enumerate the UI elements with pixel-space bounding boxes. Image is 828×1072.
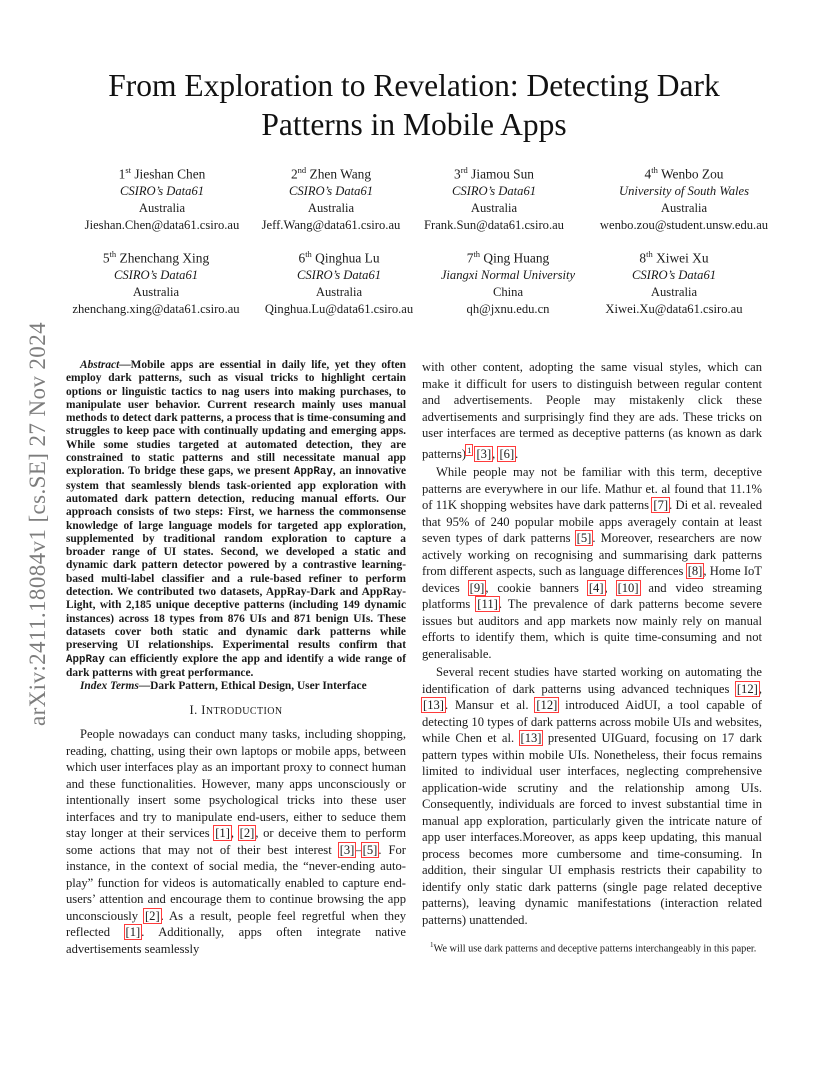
left-column	[66, 359, 406, 957]
author-name: Jiamou Sun	[471, 166, 535, 182]
author-email: Qinghua.Lu@data61.csiro.au	[264, 301, 414, 316]
author-email: zhenchang.xing@data61.csiro.au	[72, 301, 240, 316]
author-email: Jieshan.Chen@data61.csiro.au	[84, 217, 240, 232]
intro-paragraph: People nowadays can conduct many tasks, including shopping, reading, chatting, using their own laptops or mobile apps, between which user interfaces play as an important proxy to connect human and these functionalities. However, many apps unconsciously or intentionally insert some psychological tricks into these user interfaces and try to manipulate end-users, either to seduce them stay longer at their services [1], [2], or deceive them to perform some actions that may not of their best interest [3]–[5]. For instance, in the context of social media, the “never-ending auto-play” function for videos is automatically enabled to capture end-users’ attention and encourage them to continue browsing the app unconsciously [2]. As a result, people feel regretful when they reflected [1]. Additionally, apps often integrate native advertisements seamlessly	[66, 727, 407, 956]
author-country: China	[492, 284, 524, 299]
citation-link[interactable]: [1]	[215, 826, 230, 841]
author-email: Jeff.Wang@data61.csiro.au	[261, 217, 401, 232]
author-block: 3rd Jiamou Sun CSIRO’s Data61 Australia Frank.Sun@data61.csiro.au	[394, 162, 594, 233]
footnote-link[interactable]: 1	[467, 444, 472, 455]
author-block: 7th Qing Huang Jiangxi Normal University China qh@jxnu.edu.cn	[408, 246, 608, 317]
author-block: 4th Wenbo Zou University of South Wales Australia wenbo.zou@student.unsw.edu.au	[584, 162, 784, 233]
author-block: 6th Qinghua Lu CSIRO’s Data61 Australia Qinghua.Lu@data61.csiro.au	[239, 246, 439, 317]
citation-link[interactable]: [12]	[536, 698, 558, 713]
author-country: Australia	[132, 284, 180, 299]
author-affiliation: CSIRO’s Data61	[296, 268, 382, 283]
paper-title	[70, 66, 758, 144]
author-name: Jieshan Chen	[134, 166, 206, 182]
author-block: 1st Jieshan Chen CSIRO’s Data61 Australia Jieshan.Chen@data61.csiro.au	[62, 162, 262, 233]
author-name: Qinghua Lu	[315, 250, 380, 266]
author-country: Australia	[307, 200, 355, 215]
footnote	[422, 939, 762, 956]
author-affiliation: CSIRO’s Data61	[113, 268, 199, 283]
title-line-1: From Exploration to Revelation: Detecting Dark	[108, 68, 720, 103]
system-name: AppRay	[66, 653, 105, 666]
abstract: Abstract—Mobile apps are essential in daily life, yet they often employ dark patterns, such as visual tricks to highlight certain options or linguistic tactics to nag users into making purchases, to manipulate user behavior. Current research mainly uses manual methods to detect dark patterns, a process that is time-consuming and struggles to keep pace with continually updating and emerging apps. While some studies targeted at automated detection, they are constrained to static patterns and still necessitate manual app exploration. To bridge these gaps, we present AppRay, an innovative system that seamlessly blends task-oriented app exploration with automated dark pattern detection, reducing manual efforts. Our approach consists of two steps: First, we harness the commonsense knowledge of large language models for targeted app exploration, supplemented by traditional random exploration to capture a broader range of UI states. Second, we developed a static and dynamic dark pattern detector powered by a contrastive learning-based multi-label classifier and a rule-based refiner to perform detection. We contributed two datasets, AppRay-Dark and AppRay-Light, with 2,185 unique deceptive patterns (including 149 dynamic instances) across 18 types from 876 UIs and 871 benign UIs. These datasets cover both static and dynamic dark patterns while preserving UI relationships. Experimental results confirm that AppRay can efficiently explore the app and identify a wide range of dark patterns with great performance.	[66, 359, 407, 679]
citation-link[interactable]: [9]	[469, 580, 485, 595]
author-name: Zhenchang Xing	[119, 250, 210, 266]
index-terms: Index Terms—Dark Pattern, Ethical Design, User Interface	[80, 680, 367, 693]
citation-link[interactable]: [1]	[125, 925, 141, 940]
arxiv-identifier-text: arXiv:2411.18084v1 [cs.SE] 27 Nov 2024	[25, 321, 50, 727]
author-name: Xiwei Xu	[656, 250, 709, 266]
author-email: wenbo.zou@student.unsw.edu.au	[599, 217, 769, 232]
citation-link[interactable]: [11]	[477, 597, 498, 612]
author-email: Xiwei.Xu@data61.csiro.au	[605, 301, 743, 316]
footnote-text: We will use dark patterns and deceptive patterns interchangeably in this paper.	[433, 943, 757, 955]
author-country: Australia	[315, 284, 363, 299]
citation-link[interactable]: [3]	[476, 446, 492, 461]
author-name: Wenbo Zou	[660, 166, 724, 182]
citation-link[interactable]: [13]	[520, 731, 542, 746]
citation-link[interactable]: [2]	[239, 826, 255, 841]
citation-link[interactable]: [5]	[576, 531, 592, 546]
title-line-2: Patterns in Mobile Apps	[261, 107, 567, 142]
index-terms-label: Index Terms	[80, 680, 139, 693]
intro-paragraph: with other content, adopting the same visual styles, which can make it difficult for users to distinguish between regular content and advertisements. People may mistakenly click these advertisements and surprisingly find they are ads. These tricks on user interfaces are termed as deceptive patterns (as known as dark patterns)$^1$ [3], [6].	[422, 360, 762, 461]
author-affiliation: CSIRO’s Data61	[288, 184, 374, 199]
author-block: 8th Xiwei Xu CSIRO’s Data61 Australia Xiwei.Xu@data61.csiro.au	[574, 246, 774, 317]
citation-link[interactable]: [12]	[736, 681, 758, 696]
author-country: Australia	[470, 200, 518, 215]
author-name: Zhen Wang	[309, 166, 372, 182]
author-country: Australia	[138, 200, 186, 215]
citation-link[interactable]: [5]	[362, 842, 378, 857]
system-name: AppRay	[293, 466, 333, 479]
author-block: 2nd Zhen Wang CSIRO’s Data61 Australia Jeff.Wang@data61.csiro.au	[231, 162, 431, 233]
citation-link[interactable]: [13]	[423, 698, 444, 713]
citation-link[interactable]: [3]	[339, 842, 355, 857]
citation-link[interactable]: [4]	[588, 580, 604, 595]
author-email: qh@jxnu.edu.cn	[466, 301, 550, 316]
author-affiliation: CSIRO’s Data61	[631, 268, 717, 283]
author-country: Australia	[650, 284, 698, 299]
author-name: Qing Huang	[483, 250, 550, 266]
author-block: 5th Zhenchang Xing CSIRO’s Data61 Australia zhenchang.xing@data61.csiro.au	[56, 246, 256, 317]
intro-paragraph: While people may not be familiar with this term, deceptive patterns are everywhere in our life. Mathur et. al found that 11.1% of 11K shopping websites have dark patterns [7]. Di et al. revealed that 95% of 240 popular mobile apps averagely contain at least seven types of dark patterns [5]. Moreover, researchers are now actively working on recognising and summarising dark patterns from different aspects, such as language differences [8], Home IoT devices [9], cookie banners [4], [10] and video streaming platforms [11]. The prevalence of dark patterns become severe issues but auditors and app markets now mainly rely on manual efforts to identify them, which is quite time-consuming and not generalisable.	[422, 465, 763, 661]
author-email: Frank.Sun@data61.csiro.au	[424, 217, 564, 232]
arxiv-identifier	[18, 290, 58, 758]
abstract-label: Abstract	[80, 359, 120, 371]
citation-link[interactable]: [6]	[499, 446, 515, 461]
citation-link[interactable]: [2]	[144, 908, 160, 923]
author-affiliation: Jiangxi Normal University	[440, 268, 576, 283]
intro-paragraph: Several recent studies have started working on automating the identification of dark patterns using advanced techniques [12], [13]. Mansur et al. [12] introduced AidUI, a tool capable of detecting 10 types of dark patterns across mobile UIs and websites, while Chen et al. [13] presented UIGuard, focusing on 17 dark pattern types within mobile UIs. Nonetheless, their focus remains limited to individual user interfaces, neglecting comprehensive application-wide scrutiny and the relationship among UIs. Consequently, individuals are forced to invest substantial time in manual app exploration, particularly given the intricate nature of app user interfaces.Moreover, as apps keep updating, this manual process becomes more cumbersome and time-consuming. In addition, their singular UI emphasis restricts their capability to identify only static dark patterns (single page related deceptive patterns), leaving dynamic manifestations (interaction related patterns) unattended.	[422, 665, 762, 927]
right-column	[422, 359, 762, 956]
citation-link[interactable]: [10]	[617, 580, 639, 595]
author-country: Australia	[660, 200, 708, 215]
citation-link[interactable]: [8]	[687, 564, 703, 579]
author-affiliation: CSIRO’s Data61	[451, 184, 537, 199]
footnote-number: 1	[430, 941, 434, 950]
author-affiliation: CSIRO’s Data61	[119, 184, 205, 199]
section-heading: I. INTRODUCTION	[189, 703, 283, 718]
author-affiliation: University of South Wales	[618, 184, 749, 199]
citation-link[interactable]: [7]	[653, 498, 669, 513]
